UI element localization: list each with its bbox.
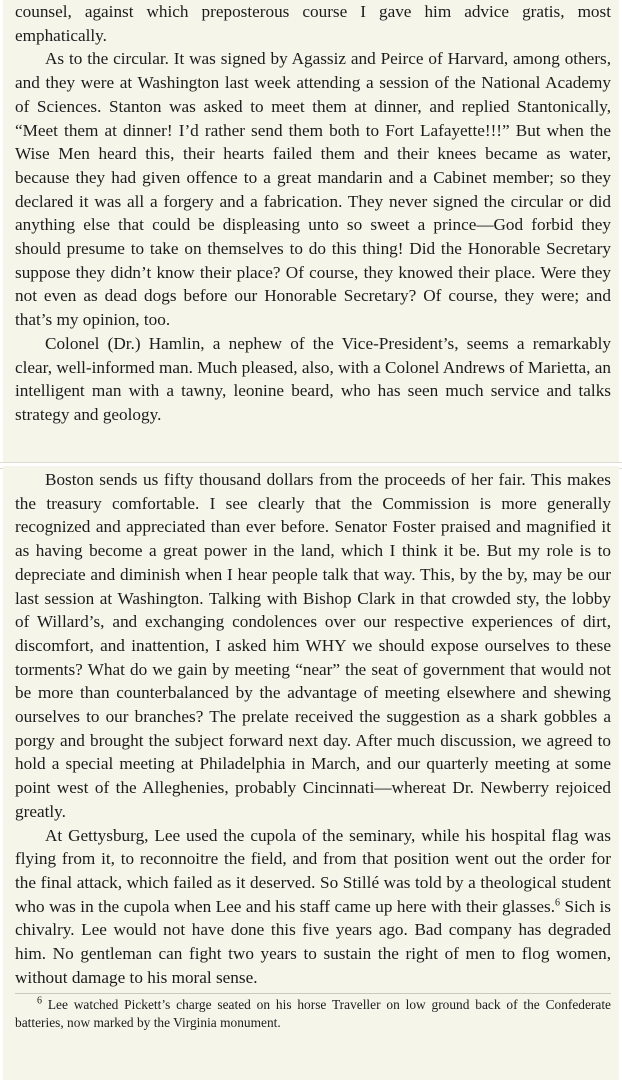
- paragraph-colonel-hamlin: Colonel (Dr.) Hamlin, a nephew of the Vice-President’s, seems a remarkably clear, well-informed man. Much pleased, also, with a Colonel Andrews of Marietta, an intelligent man with a tawny, leonine beard, who has seen much service and talks strategy and geology.: [15, 333, 611, 424]
- paragraph-boston-fair: Boston sends us fifty thousand dollars from the proceeds of her fair. This makes the treasury comfortable. I see clearly that the Commission is more generally recognized and appreciated than ever before. Senator Foster praised and magnified it as having become a great power in the land, which I think it be. But my role is to depreciate and diminish when I hear people talk that way. This, by the by, may be our last session at Washington. Talking with Bishop Clark in that crowded sty, the lobby of Willard’s, and exchanging condolences over our respective experiences of dirt, discomfort, and inattention, I asked him WHY we should expose ourselves to these torments? What do we gain by meeting “near” the seat of government that would not be more than counterbalanced by the advantage of meeting elsewhere and shewing ourselves to our branches? The prelate received the suggestion as a shark gobbles a porgy and brought the subject forward next day. After much discussion, we agreed to hold a special meeting at Philadelphia in March, and our quarterly meeting at some point west of the Alleghenies, probably Cincinnati—whereat Dr. Newberry rejoiced greatly.: [15, 470, 611, 821]
- footnote-text: Lee watched Pickett’s charge seated on his horse Traveller on low ground back of the Confederate batteries, now marked by the Virginia monument.: [15, 997, 611, 1031]
- paragraph-gettysburg: [15, 824, 611, 990]
- footnote-reference-mark[interactable]: 6: [555, 896, 560, 908]
- footnote: [15, 996, 611, 1032]
- paragraph-circular: As to the circular. It was signed by Agassiz and Peirce of Harvard, among others, and they were at Washington last week attending a session of the National Academy of Sciences. Stanton was asked to meet them at dinner, and replied Stantonically, “Meet them at dinner! I’d rather send them both to Fort Lafayette!!!” But when the Wise Men heard this, their hearts failed them and their knees became as water, because they had given offence to a great mandarin and a Cabinet member; so they declared it was all a forgery and a fabrication. They never signed the circular or did anything else that could be displeasing unto so sweet a prince—God forbid they should presume to take on themselves to do this thing! Did the Honorable Secretary suppose they didn’t know their place? Of course, they knowed their place. Were they not even as dead dogs before our Honorable Secretary? Of course, they were; and that’s my opinion, too.: [15, 49, 611, 330]
- bottom-text-panel: [3, 466, 619, 1080]
- gettysburg-text-part-2: Sich is chivalry. Lee would not have done this five years ago. Bad company has degraded him. No gentleman can fight two years to sustain the right of men to flog women, without damage to his moral sense.: [15, 896, 611, 987]
- top-text-panel: [3, 0, 619, 463]
- gettysburg-text-part-1: At Gettysburg, Lee used the cupola of the seminary, while his hospital flag was flying from it, to reconnoitre the field, and from that position went out the order for the final attack, which failed as it deserved. So Stillé was told by a theological student who was in the cupola when Lee and his staff came up here with their glasses.: [15, 825, 611, 916]
- paragraph-continuation: counsel, against which preposterous course I gave him advice gratis, most emphatically.: [15, 2, 611, 45]
- footnote-mark: 6: [37, 996, 42, 1007]
- footnote-rule: [15, 993, 611, 994]
